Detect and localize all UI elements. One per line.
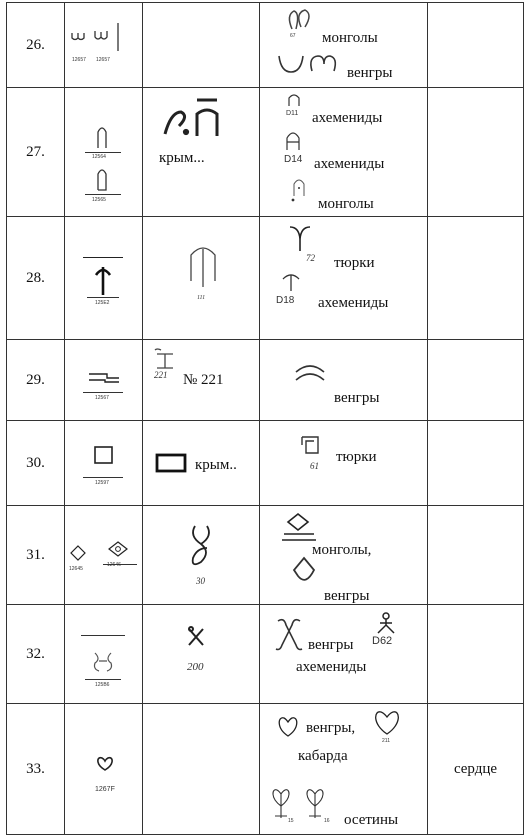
parallel-code: 211 [382, 738, 390, 744]
unicode-sign-cell [65, 88, 143, 217]
unicode-code: 12567 [95, 395, 109, 401]
row-number: 32. [7, 605, 65, 704]
unicode-code: 12645 [69, 566, 83, 572]
hungarian-x-loop-icon [274, 615, 308, 655]
unicode-sign-cell [65, 605, 143, 704]
parallel-label: монголы [322, 30, 378, 46]
note-cell [428, 88, 524, 217]
parallel-code: 15 [288, 818, 294, 824]
unicode-sign-cell [65, 421, 143, 506]
parallel-label: венгры [334, 390, 380, 406]
row-number: 30. [7, 421, 65, 506]
unicode-sign-cell [65, 506, 143, 605]
parallel-code: 61 [310, 461, 319, 471]
turkic-square-sign-icon [298, 431, 328, 461]
local-label: крым.. [195, 457, 237, 473]
parallels-cell [260, 506, 428, 605]
crossed-figure-sign-icon [183, 625, 213, 651]
knot-sign-icon [91, 649, 117, 675]
heart-outline-icon [370, 708, 404, 738]
parallel-code: D14 [284, 154, 303, 165]
double-u-sign-icon [65, 3, 135, 43]
table-row [7, 88, 524, 217]
hungarian-wave-sign-icon [276, 51, 346, 81]
mongol-loops-sign-icon [286, 7, 326, 47]
unicode-code: 12646 [107, 562, 121, 568]
table-row [7, 506, 524, 605]
local-label: № 221 [183, 372, 224, 388]
arch-sign-icon [95, 124, 115, 154]
parallels-cell [260, 217, 428, 340]
table-row [7, 704, 524, 835]
step-lines-sign-icon [85, 368, 125, 388]
parallel-label: тюрки [336, 449, 377, 465]
parallel-label: ахемениды [296, 659, 367, 675]
parallels-cell [260, 88, 428, 217]
local-sign-cell [143, 3, 260, 88]
parallels-cell [260, 3, 428, 88]
local-code: 221 [154, 370, 168, 380]
unicode-code: 125B6 [95, 682, 110, 688]
table-row [7, 217, 524, 340]
parallel-label: осетины [344, 812, 399, 828]
parallel-label: монголы [318, 196, 374, 212]
table-row [7, 421, 524, 506]
local-code: 200 [187, 661, 204, 673]
row-number: 28. [7, 217, 65, 340]
table-row [7, 3, 524, 88]
diamond-dot-sign-icon [107, 540, 129, 558]
parallel-code: 72 [306, 253, 315, 263]
note-cell [428, 340, 524, 421]
row-number: 31. [7, 506, 65, 605]
unicode-code: 12565 [92, 197, 106, 203]
hungarian-lens-sign-icon [290, 556, 320, 590]
unicode-code: 1267F [95, 786, 115, 793]
achaemenid-arch-icon [286, 92, 306, 112]
parallel-label: венгры [308, 637, 354, 653]
parallel-code: D11 [286, 110, 299, 117]
unicode-sign-cell [65, 704, 143, 835]
parallel-label: венгры [324, 588, 370, 604]
achaemenid-arch-bar-icon [284, 130, 304, 154]
parallels-cell [260, 421, 428, 506]
trident-sign-icon [183, 241, 223, 301]
heart-outline-icon [274, 714, 302, 740]
parallel-code: D18 [276, 295, 295, 306]
diamond-sign-icon [69, 544, 87, 562]
parallel-label: ахемениды [318, 295, 389, 311]
parallels-cell [260, 340, 428, 421]
parallel-code: D62 [372, 635, 393, 647]
note-cell: сердце [428, 704, 524, 835]
crimea-sign-icon [161, 94, 241, 144]
local-sign-cell [143, 217, 260, 340]
parallel-label: венгры [347, 65, 393, 81]
parallels-cell [260, 704, 428, 835]
parallel-label: венгры, [306, 720, 356, 736]
hungarian-double-arc-icon [290, 360, 330, 386]
unicode-code: 12597 [95, 480, 109, 486]
achaemenid-t-sign-icon [280, 271, 304, 293]
parallels-cell [260, 605, 428, 704]
parallel-code: 67 [290, 33, 296, 39]
parallel-label: монголы, [312, 542, 372, 558]
parallel-label: ахемениды [312, 110, 383, 126]
local-sign-cell [143, 421, 260, 506]
local-label: крым... [159, 150, 205, 166]
parallel-label: тюрки [334, 255, 375, 271]
table-row [7, 340, 524, 421]
note-cell [428, 217, 524, 340]
row-number: 33. [7, 704, 65, 835]
note-cell [428, 605, 524, 704]
unicode-sign-cell [65, 3, 143, 88]
local-sign-cell [143, 506, 260, 605]
note-cell [428, 421, 524, 506]
parallel-code: 16 [324, 818, 330, 824]
local-code: 30 [196, 576, 205, 586]
parallel-label: ахемениды [314, 156, 385, 172]
tamga-arrow-sign-icon [89, 261, 119, 301]
mongol-diamond-stand-icon [280, 512, 320, 544]
heart-sign-icon [93, 754, 117, 774]
local-sign-cell [143, 340, 260, 421]
local-code: 111 [197, 295, 206, 301]
local-sign-cell [143, 704, 260, 835]
row-number: 27. [7, 88, 65, 217]
achaemenid-figure-icon [374, 611, 398, 637]
unicode-code: 12657 [72, 57, 86, 63]
row-number: 29. [7, 340, 65, 421]
signs-table [6, 2, 524, 835]
table-row [7, 605, 524, 704]
note-cell [428, 506, 524, 605]
turkic-y-sign-icon [286, 221, 316, 255]
row-number: 26. [7, 3, 65, 88]
unicode-code: 125E2 [95, 300, 110, 306]
local-sign-cell [143, 88, 260, 217]
note-cell [428, 3, 524, 88]
double-loop-sign-icon [181, 520, 221, 580]
unicode-sign-cell [65, 217, 143, 340]
mongol-arch-dot-icon [290, 176, 310, 202]
unicode-code: 12564 [92, 154, 106, 160]
unicode-sign-cell [65, 340, 143, 421]
local-sign-cell [143, 605, 260, 704]
rectangle-sign-icon [155, 453, 191, 477]
square-sign-icon [93, 445, 117, 467]
unicode-code: 12657 [96, 57, 110, 63]
parallel-label: кабарда [298, 748, 348, 764]
